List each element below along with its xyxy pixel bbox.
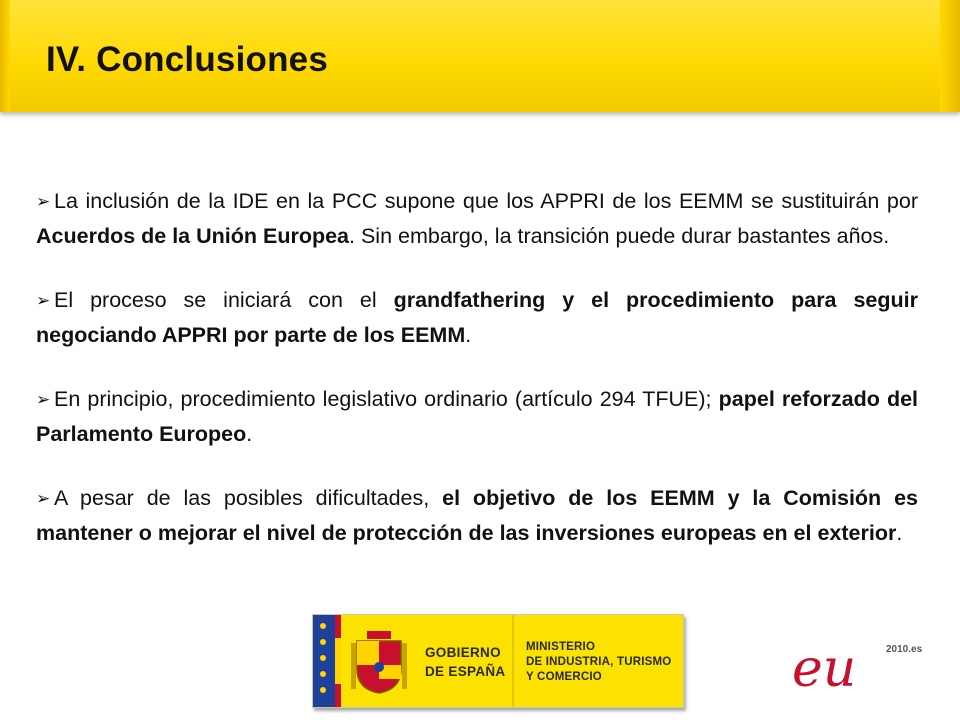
government-logo	[312, 614, 684, 708]
bullet-1-text-c: . Sin embargo, la transición puede durar bastantes años.	[349, 224, 890, 248]
eu-flag-icon	[313, 615, 335, 707]
arrow-bullet-icon: ➢	[36, 192, 51, 211]
bullet-3	[36, 382, 918, 451]
bullet-3-text-bold: papel reforzado del Parlamento Europeo	[36, 387, 919, 446]
ministerio-text	[526, 640, 671, 685]
gobierno-text	[425, 643, 505, 681]
eu-mark-text: eu	[792, 639, 857, 696]
eu2010-logo	[790, 632, 930, 696]
logo-divider	[512, 615, 514, 707]
bullet-4-text-a: A pesar de las posibles dificultades,	[54, 486, 443, 510]
gobierno-line-2: DE ESPAÑA	[425, 664, 506, 679]
eu-year-text: 2010.es	[886, 644, 923, 655]
arrow-bullet-icon: ➢	[36, 291, 51, 310]
ministerio-line-1: MINISTERIO	[526, 641, 596, 653]
bullet-2-text-a: El proceso se iniciará con el	[54, 288, 394, 312]
bullet-4-text-c: .	[896, 521, 903, 545]
arrow-bullet-icon: ➢	[36, 489, 51, 508]
bullet-1	[36, 184, 918, 253]
coat-of-arms-icon	[349, 629, 409, 695]
bullet-list	[36, 184, 918, 580]
slide-title: IV. Conclusiones	[46, 40, 328, 79]
bullet-3-text-a: En principio, procedimiento legislativo ordinario (artículo 294 TFUE);	[54, 387, 719, 411]
arrow-bullet-icon: ➢	[36, 390, 51, 409]
bullet-4	[36, 481, 918, 550]
bullet-2-text-bold: grandfathering y el procedimiento para seguir negociando APPRI por parte de los EEMM	[36, 288, 918, 347]
ministerio-line-2: DE INDUSTRIA, TURISMO	[526, 656, 672, 668]
ministerio-line-3: Y COMERCIO	[526, 671, 602, 683]
gobierno-line-1: GOBIERNO	[425, 645, 501, 660]
bullet-1-text-a: La inclusión de la IDE en la PCC supone que los APPRI de los EEMM se sustituirán por	[54, 189, 918, 213]
bullet-2	[36, 283, 918, 352]
bullet-3-text-c: .	[246, 422, 253, 446]
spain-flag-stripe	[335, 615, 341, 707]
bullet-2-text-c: .	[465, 323, 472, 347]
bullet-1-text-bold: Acuerdos de la Unión Europea	[36, 224, 349, 248]
bullet-4-text-bold: el objetivo de los EEMM y la Comisión es mantener o mejorar el nivel de protección de las inversiones europeas en el exterior	[36, 486, 918, 545]
